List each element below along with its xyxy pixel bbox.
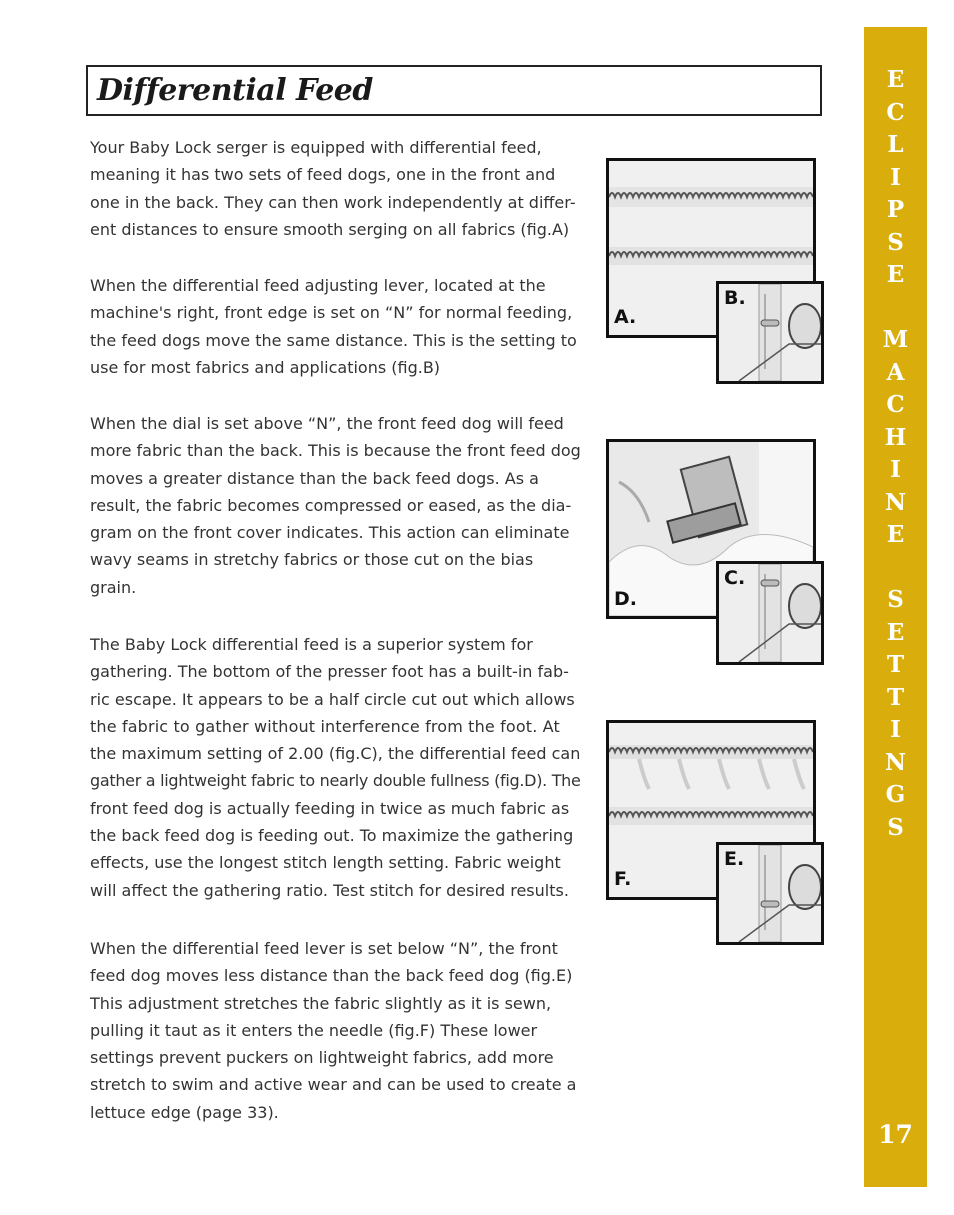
page-title: Differential Feed <box>97 73 373 108</box>
text-line: Your Baby Lock serger is equipped with differential feed, <box>90 138 542 157</box>
text-line: gathering. The bottom of the presser foot has a built-in fab- <box>90 662 569 682</box>
sidebar-letter: I <box>890 716 901 743</box>
text-line: machine's right, front edge is set on “N” for normal feeding, <box>90 303 573 323</box>
text-line: settings prevent puckers on lightweight fabrics, add more <box>90 1048 554 1068</box>
text-line: grain. <box>90 577 137 597</box>
text-line: the maximum setting of 2.00 (fig.C), the differential feed can <box>90 744 581 764</box>
sidebar-letter: E <box>886 619 905 646</box>
sidebar-letter: P <box>886 196 905 223</box>
sidebar-letter: I <box>890 164 901 191</box>
paragraph-5 <box>90 935 575 1126</box>
text-line: stretch to swim and active wear and can be used to create a <box>90 1075 577 1095</box>
paragraph-2 <box>90 272 575 381</box>
text-line: meaning it has two sets of feed dogs, one in the front and <box>90 165 556 185</box>
sidebar-letter: N <box>884 489 907 516</box>
sidebar-letter: T <box>886 684 905 711</box>
figure-e-label: E. <box>724 848 745 870</box>
text-line: the feed dogs move the same distance. This is the setting to <box>90 330 577 350</box>
sidebar-letter: S <box>887 229 904 256</box>
sidebar-letter: S <box>887 586 904 613</box>
figure-b-label: B. <box>724 287 746 309</box>
sidebar-letter: L <box>887 131 904 158</box>
text-line: When the differential feed lever is set below “N”, the front <box>90 939 558 958</box>
figure-d-label: D. <box>614 588 637 610</box>
text-line: When the dial is set above “N”, the front feed dog will feed <box>90 414 564 433</box>
text-line: the fabric to gather without interference from the foot. At <box>90 716 560 736</box>
figure-c-label: C. <box>724 567 746 589</box>
text-line: will affect the gathering ratio. Test stitch for desired results. <box>90 880 569 900</box>
sidebar-letter: E <box>886 521 905 548</box>
sidebar-letter: E <box>886 66 905 93</box>
text-line: lettuce edge (page 33). <box>90 1102 279 1122</box>
sidebar-letter: C <box>886 99 905 126</box>
text-line: front feed dog is actually feeding in twice as much fabric as <box>90 798 570 818</box>
paragraph-3 <box>90 410 581 601</box>
text-line: use for most fabrics and applications (fig.B) <box>90 357 441 377</box>
text-line: gather a lightweight fabric to nearly double fullness (fig.D). The <box>90 771 581 791</box>
paragraph-4 <box>90 631 581 904</box>
sidebar-letter: S <box>887 814 904 841</box>
figure-e-dial-inset <box>716 842 824 945</box>
text-line: feed dog moves less distance than the back feed dog (fig.E) <box>90 966 573 986</box>
sidebar-letter: C <box>886 391 905 418</box>
paragraph-1 <box>90 134 575 243</box>
figure-f-label: F. <box>614 868 632 890</box>
text-line: one in the back. They can then work independently at differ- <box>90 192 576 212</box>
sidebar-letter: M <box>882 326 909 353</box>
title-box <box>86 65 822 116</box>
sidebar-letter: I <box>890 456 901 483</box>
text-line: When the differential feed adjusting lever, located at the <box>90 276 546 295</box>
sidebar-letter: N <box>884 749 907 776</box>
text-line: result, the fabric becomes compressed or eased, as the dia- <box>90 495 572 515</box>
page-number: 17 <box>878 1120 913 1149</box>
text-line: gram on the front cover indicates. This action can eliminate <box>90 523 570 543</box>
sidebar-letter: A <box>886 359 905 386</box>
section-sidebar <box>864 27 927 1187</box>
figure-a-label: A. <box>614 306 637 328</box>
text-line: the back feed dog is feeding out. To maximize the gathering <box>90 826 574 846</box>
sidebar-letter: E <box>886 261 905 288</box>
sidebar-letter: H <box>884 424 907 451</box>
text-line: This adjustment stretches the fabric slightly as it is sewn, <box>90 993 552 1013</box>
text-line: ric escape. It appears to be a half circle cut out which allows <box>90 689 575 709</box>
text-line: wavy seams in stretchy fabrics or those cut on the bias <box>90 550 534 570</box>
text-line: ent distances to ensure smooth serging on all fabrics (fig.A) <box>90 219 570 239</box>
sidebar-letter: G <box>885 781 906 808</box>
sidebar-letter: T <box>886 651 905 678</box>
figure-b-dial-inset <box>716 281 824 384</box>
text-line: moves a greater distance than the back feed dogs. As a <box>90 468 539 488</box>
text-line: The Baby Lock differential feed is a superior system for <box>90 635 533 654</box>
figure-c-dial-inset <box>716 561 824 665</box>
text-line: effects, use the longest stitch length setting. Fabric weight <box>90 853 561 873</box>
text-line: more fabric than the back. This is because the front feed dog <box>90 441 581 461</box>
text-line: pulling it taut as it enters the needle (fig.F) These lower <box>90 1020 538 1040</box>
